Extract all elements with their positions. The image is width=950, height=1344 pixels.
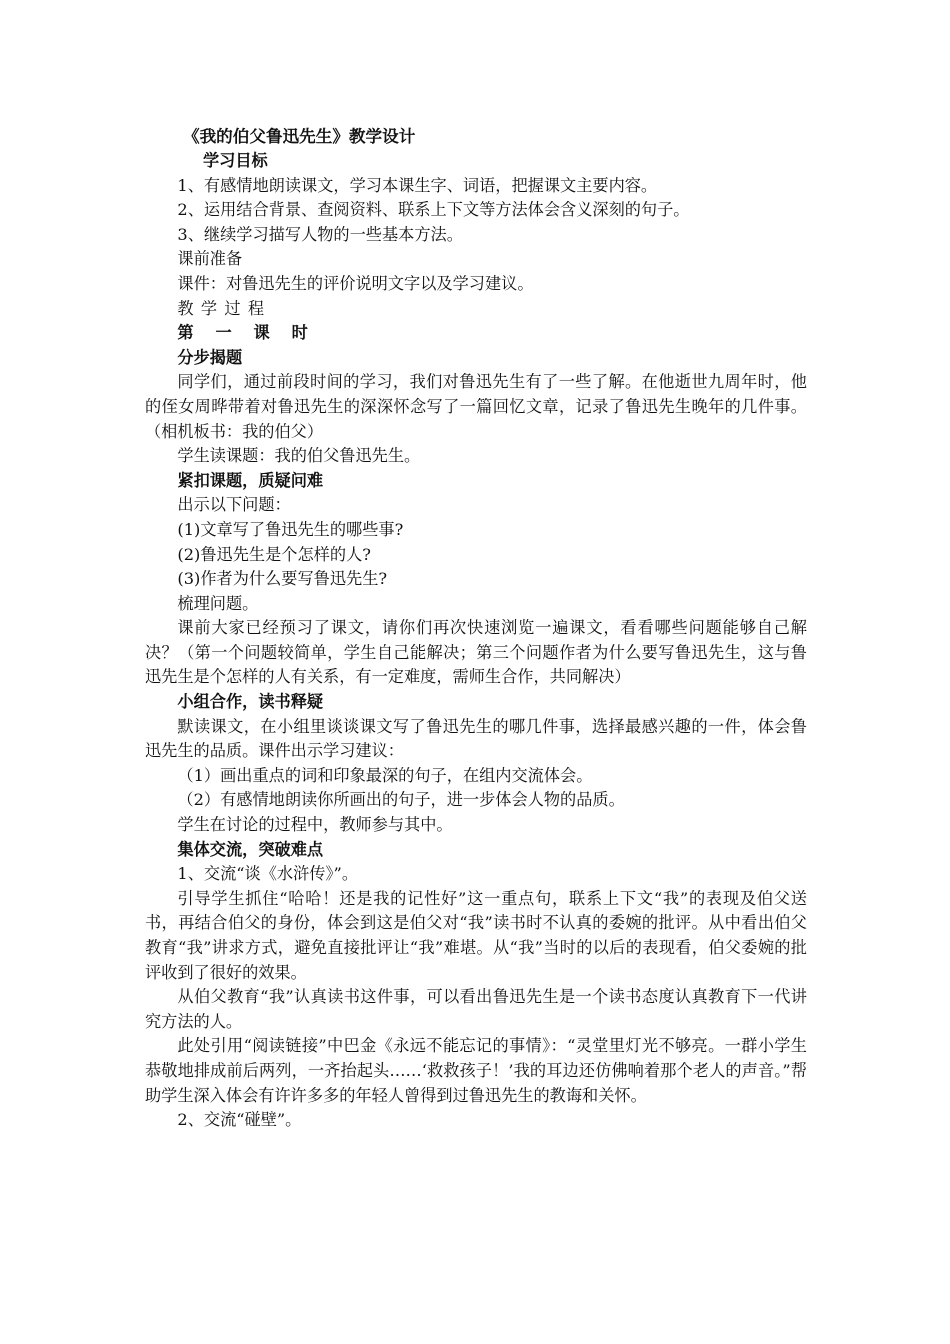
goal-item-3: 3、继续学习描写人物的一些基本方法。 xyxy=(177,224,463,244)
step4-heading: 集体交流，突破难点 xyxy=(177,839,324,859)
step4-paragraph-1: 引导学生抓住“哈哈！还是我的记性好”这一重点句，联系上下文“我”的表现及伯父送书，再结合伯父的身份，体会到这是伯父对“我”读书时不认真的委婉的批评。从中看出伯父教育“我”讲求方式，避免直接批评让“我”难堪。从“我”当时的以后的表现看，伯父委婉的批评收到了很好的效果。 xyxy=(145,888,807,982)
step1-heading: 分步揭题 xyxy=(177,347,243,367)
prep-text: 课件：对鲁迅先生的评价说明文字以及学习建议。 xyxy=(177,273,534,293)
goals-heading: 学习目标 xyxy=(203,151,268,170)
step3-paragraph: 默读课文，在小组里谈谈课文写了鲁迅先生的哪几件事，选择最感兴趣的一件，体会鲁迅先生的品质。课件出示学习建议： xyxy=(145,716,807,761)
step4-item-1: 1、交流“谈《水浒传》”。 xyxy=(177,864,359,884)
step4-paragraph-2: 从伯父教育“我”认真读书这件事，可以看出鲁迅先生是一个读书态度认真教育下一代讲究方法的人。 xyxy=(145,987,807,1031)
step3-discussion: 学生在讨论的过程中，教师参与其中。 xyxy=(177,815,453,835)
step2-paragraph: 课前大家已经预习了课文，请你们再次快速浏览一遍课文，看看哪些问题能够自己解决？（第一个问题较简单，学生自己能解决；第三个问题作者为什么要写鲁迅先生，这与鲁迅先生是个怎样的人有关系，有一定难度，需师生合作，共同解决） xyxy=(145,618,807,687)
goal-item-1: 1、有感情地朗读课文，学习本课生字、词语，把握课文主要内容。 xyxy=(177,175,658,195)
step3-heading: 小组合作，读书释疑 xyxy=(177,692,324,712)
step4-paragraph-3: 此处引用“阅读链接”中巴金《永远不能忘记的事情》：“灵堂里灯光不够亮。一群小学生恭敬地排成前后两列，一齐抬起头……‘救救孩子！’我的耳边还仿佛响着那个老人的声音。”帮助学生深入体会有许许多多的年轻人曾得到过鲁迅先生的教诲和关怀。 xyxy=(145,1036,807,1105)
tip-2: （2）有感情地朗读你所画出的句子，进一步体会人物的品质。 xyxy=(177,790,625,810)
step2-heading: 紧扣课题，质疑问难 xyxy=(177,470,324,490)
document-title: 《我的伯父鲁迅先生》教学设计 xyxy=(183,126,416,146)
step2-sort: 梳理问题。 xyxy=(177,593,259,613)
tip-1: （1）画出重点的词和印象最深的句子，在组内交流体会。 xyxy=(177,765,593,785)
question-1: (1)文章写了鲁迅先生的哪些事? xyxy=(177,519,404,539)
lesson-heading: 第一课时 xyxy=(177,323,330,343)
question-3: (3)作者为什么要写鲁迅先生? xyxy=(177,569,388,589)
goal-item-2: 2、运用结合背景、查阅资料、联系上下文等方法体会含义深刻的句子。 xyxy=(177,200,690,220)
step4-item-2: 2、交流“碰壁”。 xyxy=(177,1110,302,1130)
prep-heading: 课前准备 xyxy=(177,249,243,269)
process-heading: 教学过程 xyxy=(177,298,272,318)
question-2: (2)鲁迅先生是个怎样的人? xyxy=(177,544,371,564)
step2-intro: 出示以下问题： xyxy=(177,495,291,515)
document-page xyxy=(145,124,807,1133)
step1-paragraph: 同学们，通过前段时间的学习，我们对鲁迅先生有了一些了解。在他逝世九周年时，他的侄女周晔带着对鲁迅先生的深深怀念写了一篇回忆文章，记录了鲁迅先生晚年的几件事。（相机板书：我的伯父） xyxy=(145,372,807,441)
step1-read-title: 学生读课题：我的伯父鲁迅先生。 xyxy=(177,446,421,466)
